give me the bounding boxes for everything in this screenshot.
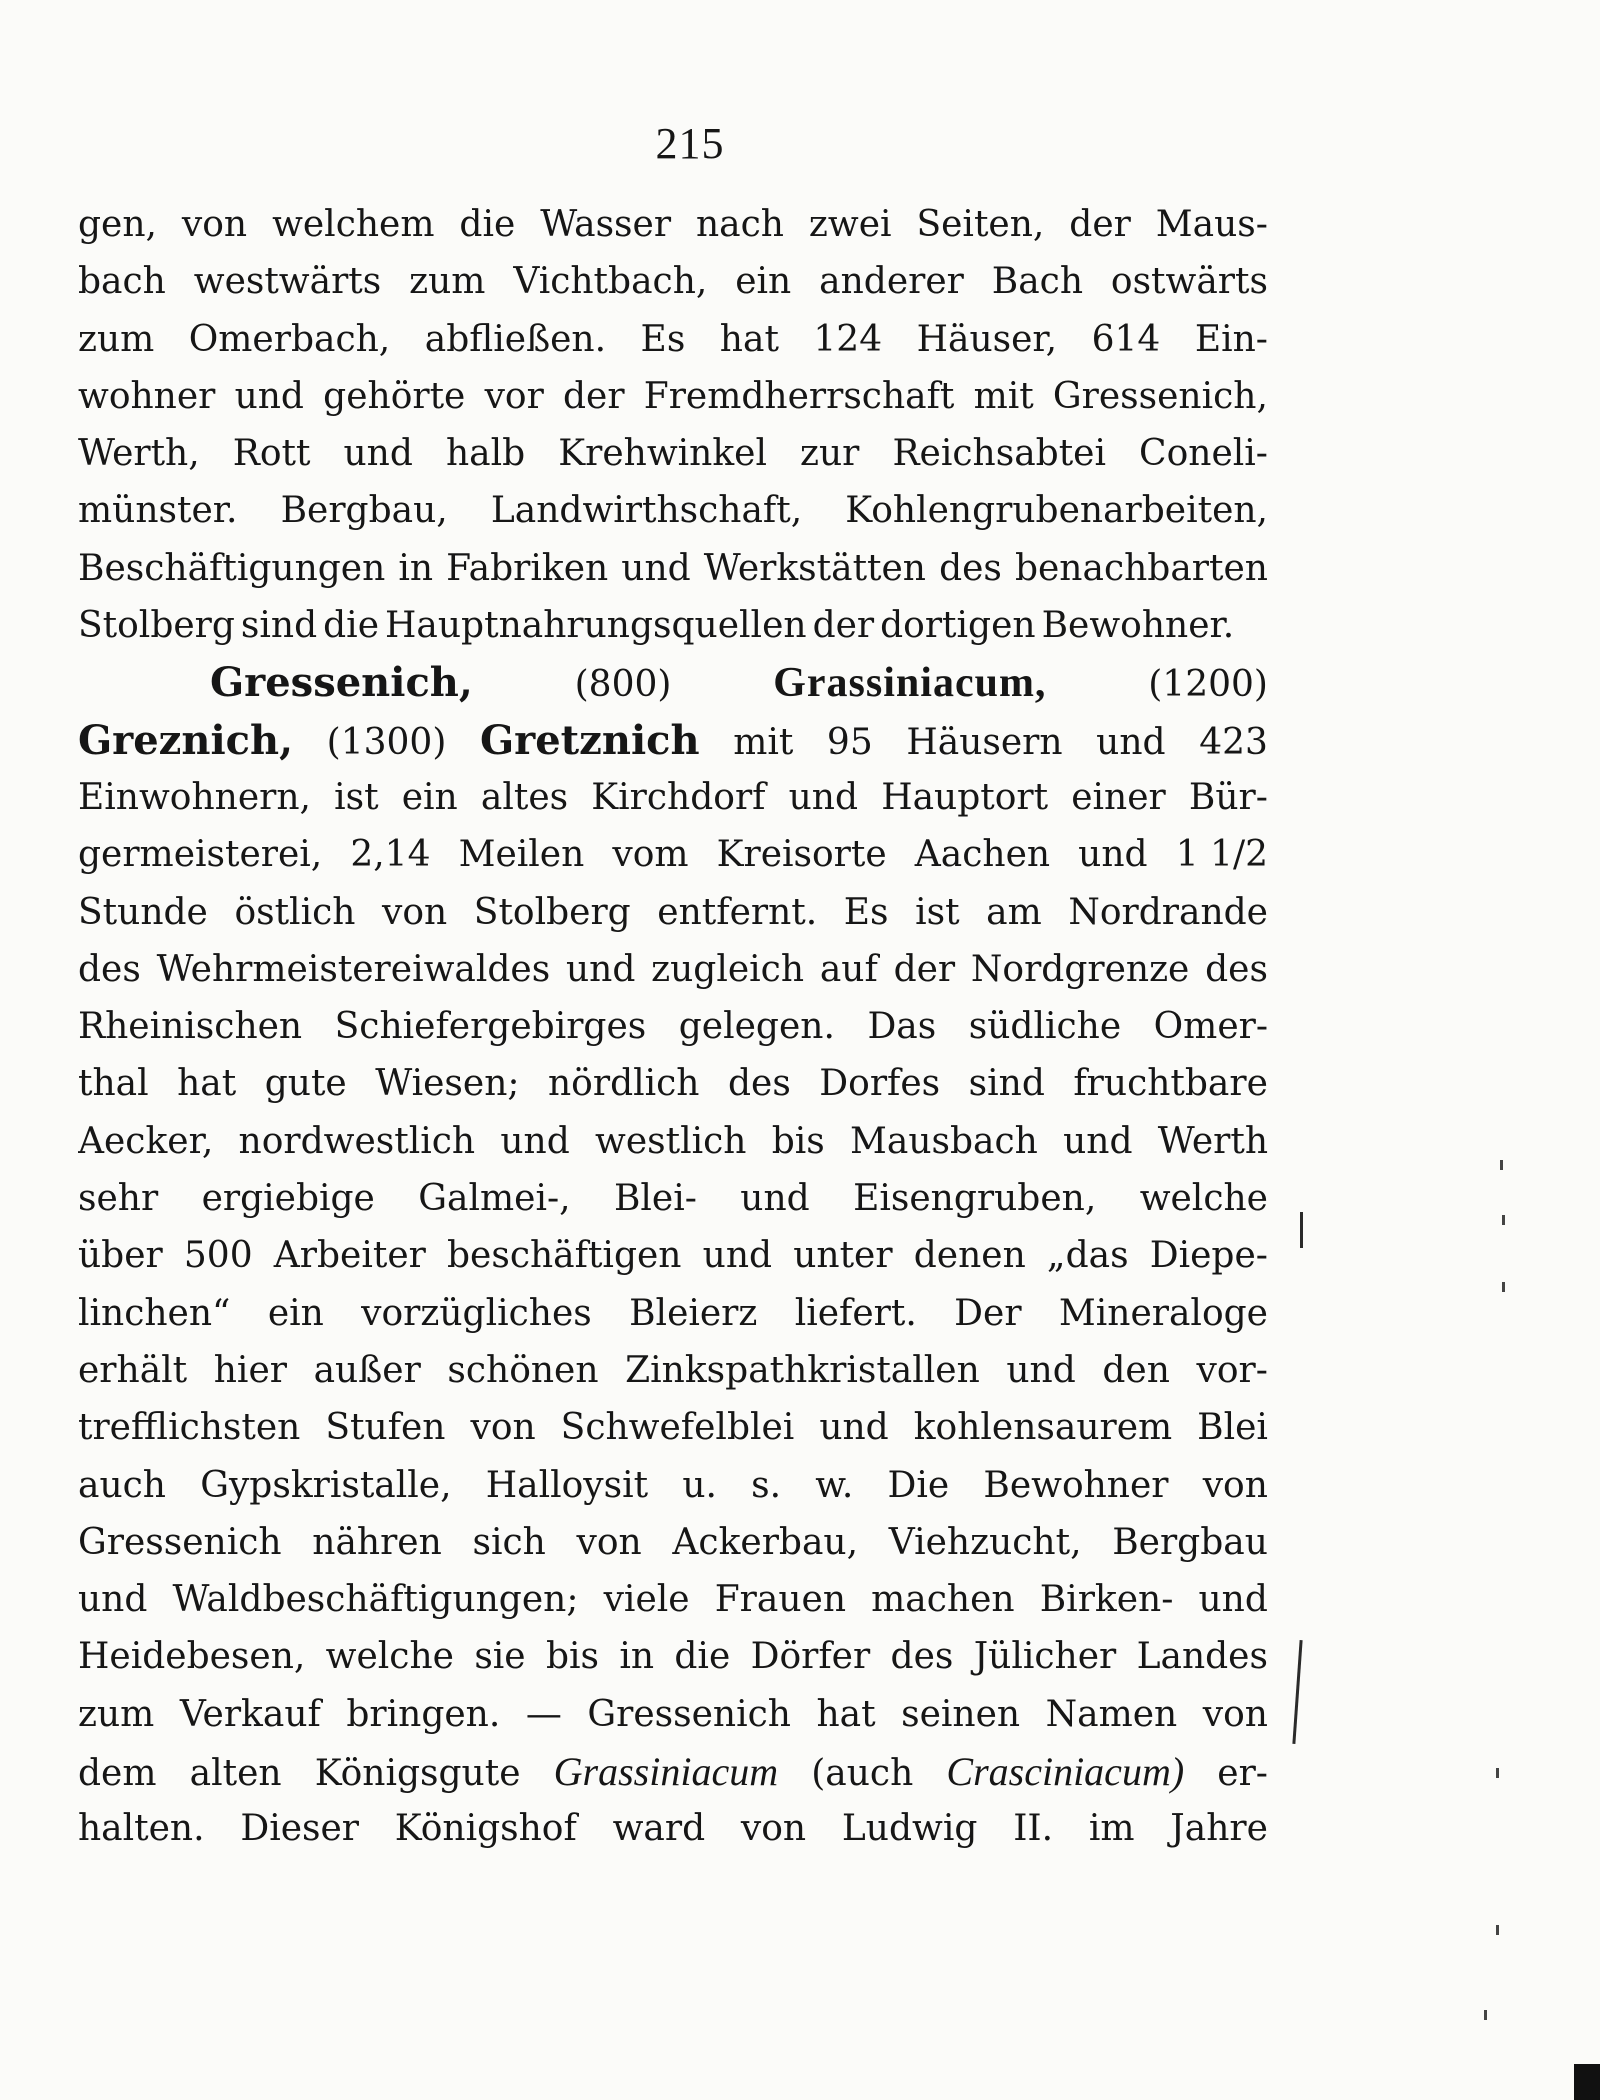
word: 500 — [183, 1235, 253, 1277]
word: Omerbach, — [188, 318, 391, 360]
word: der — [562, 375, 625, 417]
text-line — [78, 826, 1268, 883]
word: Ludwig — [841, 1808, 978, 1850]
word: Es — [640, 318, 686, 360]
word: (auch — [811, 1753, 914, 1795]
word: münster. — [78, 490, 238, 532]
word: Blei — [1197, 1407, 1268, 1449]
text-line — [78, 1055, 1268, 1112]
margin-speck — [1502, 1215, 1505, 1225]
word: Bewohner — [983, 1464, 1169, 1506]
word: vor- — [1196, 1349, 1268, 1391]
word: seinen — [901, 1693, 1021, 1735]
word: Jahre — [1170, 1808, 1268, 1850]
word: am — [986, 891, 1042, 933]
word: Hauptort — [881, 776, 1049, 818]
word: Werkstätten — [703, 547, 926, 589]
word: 614 — [1091, 318, 1161, 360]
word: von — [740, 1808, 807, 1850]
word: w. — [815, 1464, 854, 1506]
word: Dorfes — [819, 1063, 941, 1105]
text-line — [78, 540, 1268, 597]
word: mit — [973, 375, 1034, 417]
word: liefert. — [794, 1292, 917, 1334]
word: den — [1102, 1349, 1170, 1391]
text-line — [78, 1342, 1268, 1399]
word: Gypskristalle, — [200, 1464, 452, 1506]
word: Rott — [232, 433, 311, 475]
word: Viehzucht, — [888, 1521, 1082, 1563]
word: Aecker, — [78, 1120, 214, 1162]
word: östlich — [234, 891, 356, 933]
margin-mark — [1292, 1640, 1302, 1744]
word: Coneli- — [1139, 433, 1268, 475]
word: und — [343, 433, 413, 475]
word: im — [1088, 1808, 1135, 1850]
word: von — [382, 891, 448, 933]
word: (1300) — [326, 721, 447, 763]
word: und — [1078, 834, 1148, 876]
word: welche — [325, 1636, 454, 1678]
word: Gressenich, — [210, 659, 473, 707]
word: Gressenich — [78, 1521, 282, 1563]
margin-speck — [1484, 2010, 1487, 2020]
word: dem — [78, 1753, 157, 1795]
word: II. — [1013, 1808, 1054, 1850]
word: 95 — [826, 721, 873, 763]
word: Dieser — [240, 1808, 360, 1850]
word: Wehrmeistereiwaldes — [156, 948, 551, 990]
word: Heidebesen, — [78, 1636, 306, 1678]
word: Frauen — [714, 1579, 847, 1621]
word: Bergbau — [1112, 1521, 1268, 1563]
word: schönen — [447, 1349, 599, 1391]
word: unter — [793, 1235, 893, 1277]
word: gute — [264, 1063, 347, 1105]
word: Birken- — [1039, 1579, 1174, 1621]
word: Wasser — [540, 204, 672, 245]
word: Werth, — [78, 433, 200, 475]
word: sind — [240, 605, 318, 647]
margin-speck — [1502, 1282, 1505, 1292]
word: sehr — [78, 1178, 159, 1220]
word: wohner — [78, 375, 216, 417]
word: Stunde — [78, 891, 208, 933]
word: Halloysit — [485, 1464, 649, 1506]
word: südliche — [968, 1006, 1122, 1048]
word: kohlensaurem — [913, 1407, 1173, 1449]
word: über — [78, 1235, 163, 1277]
margin-speck — [1500, 1160, 1503, 1170]
word: Landwirthschaft, — [490, 490, 803, 532]
word: die — [674, 1636, 731, 1678]
word: ergiebige — [201, 1178, 375, 1220]
word: bis — [545, 1636, 599, 1678]
word: nördlich — [548, 1063, 700, 1105]
word: der — [812, 605, 875, 647]
word: zum — [409, 261, 486, 303]
word: thal — [78, 1063, 149, 1105]
word: Nordgrenze — [970, 948, 1190, 990]
word: fruchtbare — [1073, 1063, 1268, 1105]
word: mit — [733, 721, 794, 763]
word: Kohlengrubenarbeiten, — [845, 490, 1268, 532]
word: von — [1202, 1464, 1268, 1506]
word: ward — [612, 1808, 706, 1850]
word: die — [459, 204, 516, 245]
word: Seiten, — [916, 204, 1045, 245]
margin-speck — [1496, 1768, 1499, 1778]
page-number: 215 — [655, 119, 725, 168]
word: des — [78, 948, 141, 990]
text-line — [78, 1227, 1268, 1284]
word: Bach — [991, 261, 1084, 303]
word: außer — [313, 1349, 421, 1391]
word: des — [727, 1063, 791, 1105]
word: ist — [915, 891, 960, 933]
word: Aachen — [914, 834, 1051, 876]
word: hat — [719, 318, 779, 360]
margin-speck — [1496, 1925, 1499, 1935]
word: zwei — [808, 204, 892, 245]
text-line — [78, 1457, 1268, 1514]
text-line — [78, 368, 1268, 425]
word: Bergbau, — [280, 490, 448, 532]
word: Werth — [1157, 1120, 1268, 1162]
word: denen — [913, 1235, 1026, 1277]
word: des — [890, 1636, 954, 1678]
text-line — [78, 425, 1268, 482]
word: und — [788, 776, 859, 818]
word: Jülicher — [973, 1636, 1117, 1678]
word: welchem — [272, 204, 435, 245]
word: vor — [484, 375, 544, 417]
word: „das — [1046, 1235, 1129, 1277]
word: ist — [334, 776, 379, 818]
word: Grassiniacum, — [773, 660, 1047, 707]
word: (1200) — [1148, 664, 1268, 706]
word: der — [893, 948, 956, 990]
word: zum — [78, 318, 155, 360]
word: bach — [78, 261, 166, 303]
word: Crasciniacum) — [946, 1749, 1185, 1795]
word: Hauptnahrungsquellen — [385, 605, 807, 647]
word: halten. — [78, 1808, 205, 1850]
page-edge-mark — [1574, 2064, 1600, 2100]
word: in — [398, 547, 434, 589]
word: Omer- — [1153, 1006, 1268, 1048]
word: Meilen — [458, 834, 585, 876]
text-line — [78, 253, 1268, 310]
word: gehörte — [323, 375, 466, 417]
word: Arbeiter — [273, 1235, 426, 1277]
word: ein — [735, 261, 792, 303]
word: und — [500, 1120, 570, 1162]
word: Nordrande — [1068, 891, 1268, 933]
text-line — [78, 1628, 1268, 1685]
text-line — [78, 311, 1268, 368]
word: und — [621, 547, 691, 589]
word: sie — [474, 1636, 526, 1678]
word: machen — [871, 1579, 1015, 1621]
word: u. — [682, 1464, 717, 1506]
word: und — [819, 1407, 889, 1449]
word: Zinkspathkristallen — [625, 1349, 980, 1391]
word: Häusern — [906, 721, 1063, 763]
word: 1 1/2 — [1175, 834, 1268, 876]
body-text — [78, 196, 1268, 1858]
text-line — [78, 769, 1268, 826]
word: zum — [78, 1693, 155, 1735]
word: Der — [954, 1292, 1022, 1334]
word: Mineraloge — [1058, 1292, 1268, 1334]
word: die — [323, 605, 380, 647]
word: und — [1096, 721, 1166, 763]
text-line — [78, 1571, 1268, 1628]
word: hat — [177, 1063, 237, 1105]
word: und — [702, 1235, 773, 1277]
word: — — [525, 1693, 562, 1735]
word: Gressenich — [587, 1693, 791, 1735]
word: in — [619, 1636, 655, 1678]
word: zur — [800, 433, 860, 475]
word: Kreisorte — [716, 834, 887, 876]
word: ein — [267, 1292, 324, 1334]
word: (800) — [574, 664, 672, 706]
word: Königsgute — [314, 1753, 521, 1795]
word: Es — [843, 891, 889, 933]
word: hier — [213, 1349, 287, 1391]
word: Reichsabtei — [892, 433, 1106, 475]
word: Schwefelblei — [560, 1407, 795, 1449]
word: anderer — [819, 261, 964, 303]
word: 423 — [1199, 721, 1268, 763]
word: Fabriken — [446, 547, 609, 589]
text-line — [78, 1514, 1268, 1571]
word: linchen“ — [78, 1292, 231, 1334]
word: Beschäftigungen — [78, 547, 386, 589]
word: Stolberg — [78, 605, 235, 647]
word: Waldbeschäftigungen; — [172, 1579, 579, 1621]
word: halb — [445, 433, 526, 475]
text-line — [78, 1800, 1268, 1857]
word: auf — [819, 948, 878, 990]
word: Landes — [1136, 1636, 1268, 1678]
word: vorzügliches — [361, 1292, 592, 1334]
word: westlich — [595, 1120, 747, 1162]
word: Blei- — [613, 1178, 697, 1220]
word: Eisengruben, — [853, 1178, 1097, 1220]
word: Wiesen; — [375, 1063, 520, 1105]
word: welche — [1139, 1178, 1268, 1220]
word: von — [181, 204, 248, 245]
word: Gressenich, — [1052, 375, 1268, 417]
word: Maus- — [1155, 204, 1268, 245]
text-line — [78, 884, 1268, 941]
word: Diepe- — [1149, 1235, 1268, 1277]
word: Gretznich — [479, 716, 700, 764]
text-line — [78, 941, 1268, 998]
word: Das — [867, 1006, 937, 1048]
text-line — [78, 1170, 1268, 1227]
word: und — [1198, 1579, 1268, 1621]
text-line — [78, 482, 1268, 539]
word: abfließen. — [424, 318, 607, 360]
word: gen, — [78, 204, 157, 245]
word: sich — [472, 1521, 546, 1563]
word: 2,14 — [350, 834, 431, 876]
text-line — [78, 1399, 1268, 1456]
text-line — [78, 1113, 1268, 1170]
word: Bür- — [1188, 776, 1268, 818]
word: einer — [1071, 776, 1166, 818]
word: bis — [771, 1120, 825, 1162]
word: nordwestlich — [238, 1120, 476, 1162]
word: Bleierz — [629, 1292, 758, 1334]
text-line — [78, 1285, 1268, 1342]
word: Krehwinkel — [558, 433, 767, 475]
word: Grassiniacum — [553, 1749, 779, 1795]
word: Namen — [1045, 1693, 1178, 1735]
word: viele — [603, 1579, 690, 1621]
word: erhält — [78, 1349, 188, 1391]
word: Vichtbach, — [513, 261, 708, 303]
word: Mausbach — [850, 1120, 1038, 1162]
word: beschäftigen — [447, 1235, 682, 1277]
word: Greznich, — [78, 716, 294, 764]
word: 124 — [813, 318, 883, 360]
word: und — [78, 1579, 148, 1621]
word: s. — [751, 1464, 782, 1506]
word: Schiefergebirges — [334, 1006, 647, 1048]
word: gelegen. — [678, 1006, 835, 1048]
word: Ackerbau, — [672, 1521, 859, 1563]
word: ein — [401, 776, 458, 818]
word: trefflichsten — [78, 1407, 301, 1449]
text-line — [78, 654, 1268, 711]
word: des — [1205, 948, 1268, 990]
word: und — [1006, 1349, 1076, 1391]
word: Ein- — [1194, 318, 1268, 360]
word: Dörfer — [750, 1636, 871, 1678]
word: der — [1069, 204, 1131, 245]
word: Verkauf — [179, 1693, 321, 1735]
word: dortigen — [880, 605, 1036, 647]
text-line — [78, 597, 1268, 654]
margin-mark — [1300, 1212, 1303, 1248]
word: benachbarten — [1014, 547, 1268, 589]
word: und — [740, 1178, 810, 1220]
text-line — [78, 712, 1268, 769]
word: Die — [887, 1464, 950, 1506]
text-line — [78, 1743, 1268, 1800]
word: westwärts — [193, 261, 382, 303]
word: und — [234, 375, 304, 417]
word: Fremdherrschaft — [643, 375, 955, 417]
word: hat — [816, 1693, 876, 1735]
word: von — [1202, 1693, 1268, 1735]
text-line — [78, 1686, 1268, 1743]
text-line — [78, 196, 1268, 253]
word: Stolberg — [473, 891, 631, 933]
word: altes — [480, 776, 569, 818]
word: bringen. — [346, 1693, 501, 1735]
word: Stufen — [325, 1407, 446, 1449]
word: er- — [1217, 1753, 1268, 1795]
word: alten — [189, 1753, 282, 1795]
word: auch — [78, 1464, 166, 1506]
word: Königshof — [394, 1808, 577, 1850]
word: und — [1063, 1120, 1133, 1162]
word: zugleich — [651, 948, 805, 990]
word: germeisterei, — [78, 834, 323, 876]
word: Kirchdorf — [591, 776, 766, 818]
word: nach — [695, 204, 784, 245]
word: ostwärts — [1110, 261, 1268, 303]
word: Häuser, — [916, 318, 1058, 360]
word: Bewohner. — [1041, 605, 1235, 647]
word: entfernt. — [657, 891, 818, 933]
word: von — [470, 1407, 536, 1449]
word: Galmei-, — [418, 1178, 571, 1220]
word: des — [939, 547, 1002, 589]
word: und — [565, 948, 636, 990]
word: sind — [968, 1063, 1045, 1105]
word: Rheinischen — [78, 1006, 303, 1048]
text-line — [78, 998, 1268, 1055]
word: nähren — [312, 1521, 442, 1563]
word: vom — [612, 834, 689, 876]
word: Einwohnern, — [78, 776, 311, 818]
word: von — [576, 1521, 642, 1563]
